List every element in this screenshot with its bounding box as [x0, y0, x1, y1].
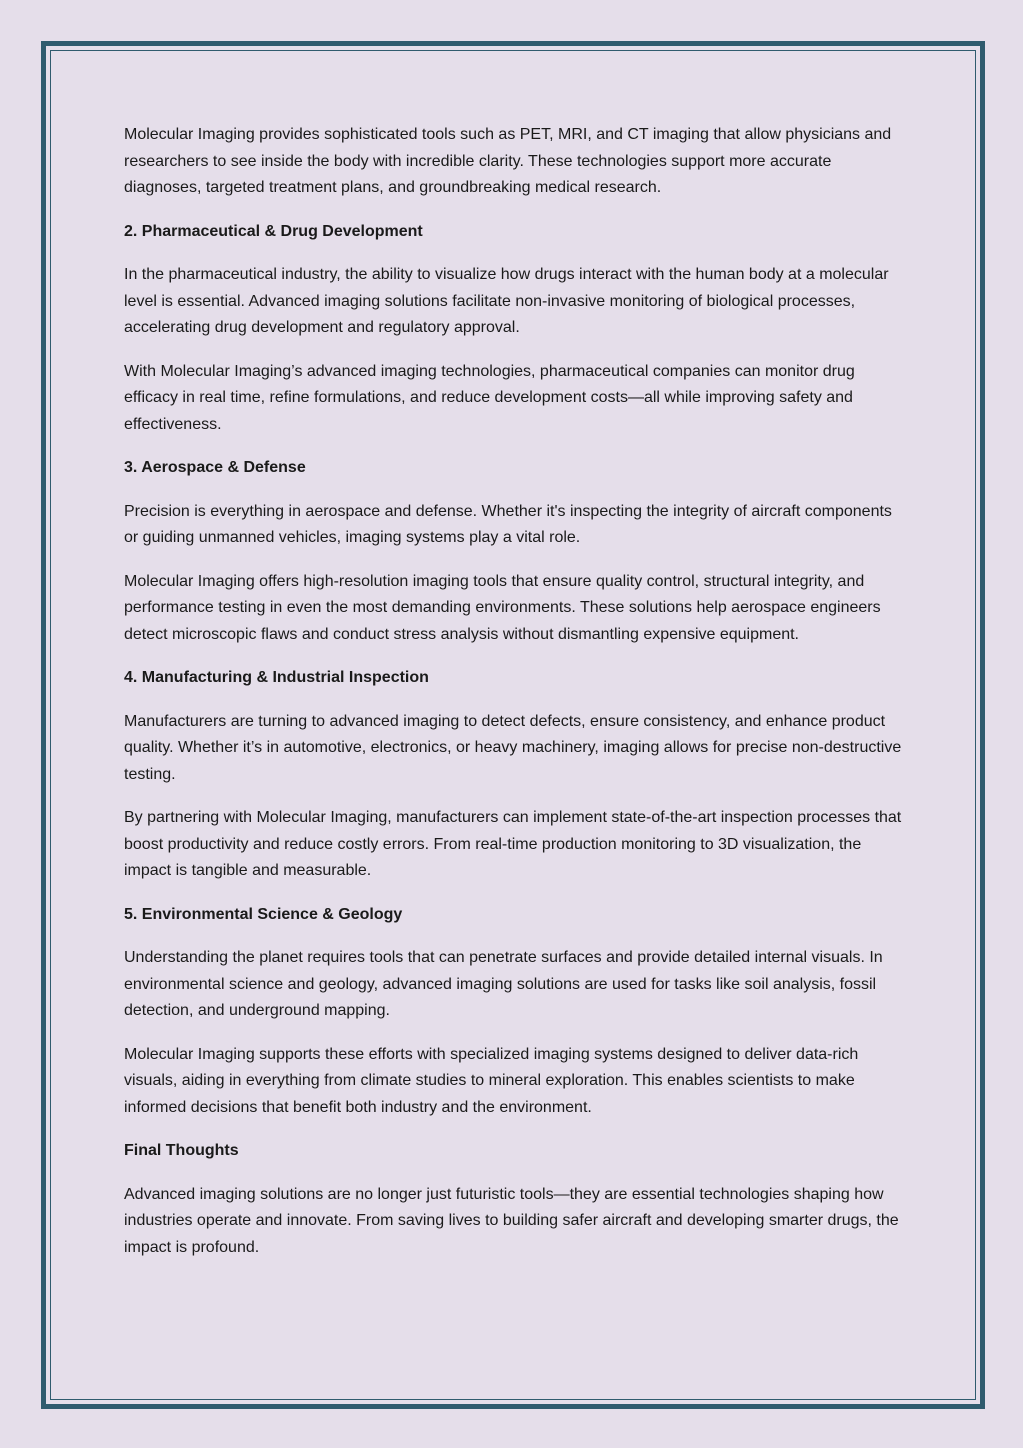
- paragraph-intro: Molecular Imaging provides sophisticated tools such as PET, MRI, and CT imaging that allow physicians and researchers to see inside the body with incredible clarity. These technologies support more accurate diagnoses, targeted treatment plans, and groundbreaking medical research.: [124, 126, 892, 196]
- heading-environmental: 5. Environmental Science & Geology: [124, 905, 403, 923]
- paragraph-final: Advanced imaging solutions are no longer just futuristic tools—they are essential technologies shaping how industries operate and innovate. From saving lives to building safer aircraft and developing smarter drugs, the impact is profound.: [124, 1185, 899, 1256]
- heading-final-thoughts: Final Thoughts: [124, 1142, 239, 1159]
- document-body: [124, 122, 904, 1278]
- paragraph-environmental-2: Molecular Imaging supports these efforts with specialized imaging systems designed to deliver data-rich visuals, aiding in everything from climate studies to mineral exploration. This enables scientists to make informed decisions that benefit both industry and the environment.: [124, 1045, 859, 1116]
- heading-aerospace: 3. Aerospace & Defense: [124, 459, 306, 476]
- paragraph-aerospace-1: Precision is everything in aerospace and defense. Whether it's inspecting the integrity of aircraft components or guiding unmanned vehicles, imaging systems play a vital role.: [124, 502, 892, 546]
- paragraph-pharma-2: With Molecular Imaging’s advanced imaging technologies, pharmaceutical companies can monitor drug efficacy in real time, refine formulations, and reduce development costs—all while improving safety and effectiveness.: [124, 362, 855, 433]
- paragraph-pharma-1: In the pharmaceutical industry, the ability to visualize how drugs interact with the human body at a molecular level is essential. Advanced imaging solutions facilitate non-invasive monitoring of biological processes, accelerating drug development and regulatory approval.: [124, 266, 889, 336]
- heading-manufacturing: 4. Manufacturing & Industrial Inspection: [124, 669, 429, 686]
- paragraph-manufacturing-1: Manufacturers are turning to advanced imaging to detect defects, ensure consistency, and enhance product quality. Whether it’s in automotive, electronics, or heavy machinery, imaging allows for precise non-destructive testing.: [124, 712, 902, 783]
- heading-pharmaceutical: 2. Pharmaceutical & Drug Development: [124, 222, 423, 240]
- paragraph-manufacturing-2: By partnering with Molecular Imaging, manufacturers can implement state-of-the-art inspection processes that boost productivity and reduce costly errors. From real-time production monitoring to 3D visualization, the impact is tangible and measurable.: [124, 809, 902, 879]
- paragraph-environmental-1: Understanding the planet requires tools that can penetrate surfaces and provide detailed internal visuals. In environmental science and geology, advanced imaging solutions are used for tasks like soil analysis, fossil detection, and underground mapping.: [124, 949, 883, 1019]
- paragraph-aerospace-2: Molecular Imaging offers high-resolution imaging tools that ensure quality control, structural integrity, and performance testing in even the most demanding environments. These solutions help aerospace engineers detect microscopic flaws and conduct stress analysis without dismantling expensive equipment.: [124, 572, 881, 643]
